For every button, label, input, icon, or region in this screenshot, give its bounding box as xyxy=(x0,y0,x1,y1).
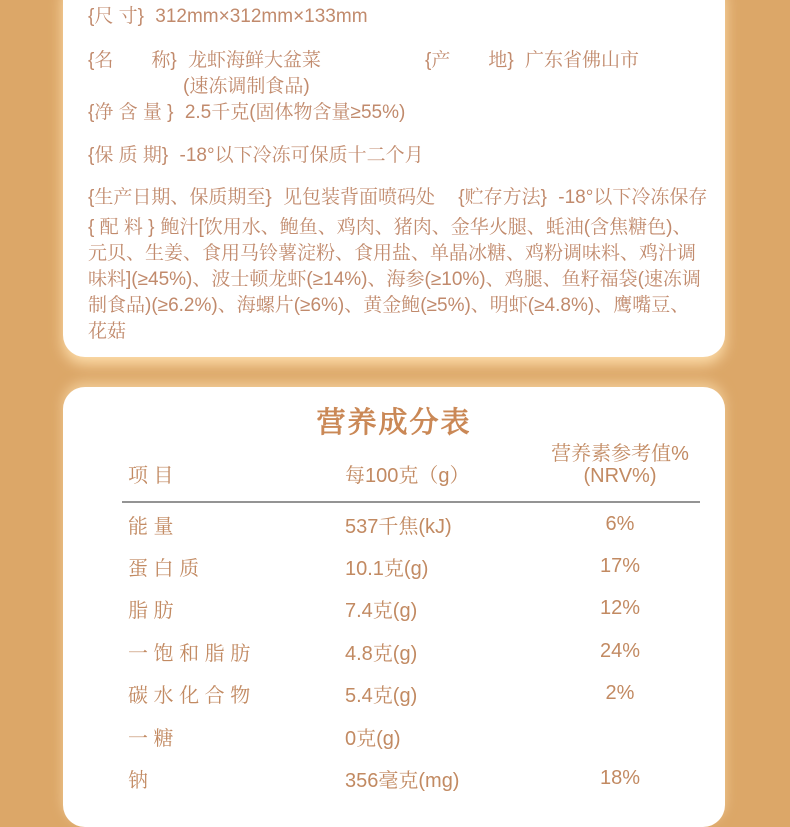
shelf-life-value: -18°以下冷冻可保质十二个月 xyxy=(179,145,424,166)
nutrition-table-header xyxy=(122,443,700,487)
product-info-card xyxy=(63,0,725,357)
nutrition-card xyxy=(63,387,725,827)
row-item: 能 量 xyxy=(128,515,174,538)
row-nrv: 12% xyxy=(599,597,641,620)
header-per100g: 每100克（g） xyxy=(345,465,470,487)
table-row-fat xyxy=(122,588,700,630)
table-row-carbohydrate xyxy=(122,673,700,715)
header-nrv xyxy=(540,443,700,487)
shelf-life-row xyxy=(88,143,701,169)
row-item: 碳 水 化 合 物 xyxy=(128,685,251,708)
header-item: 项 目 xyxy=(128,465,174,487)
name-label: {名 称} xyxy=(88,50,177,71)
origin-value: 广东省佛山市 xyxy=(524,50,639,71)
row-nrv: 17% xyxy=(599,555,641,578)
row-amount: 0克(g) xyxy=(345,727,401,750)
ingredients-row xyxy=(88,215,701,345)
row-item: 蛋 白 质 xyxy=(128,558,200,581)
row-amount: 7.4克(g) xyxy=(345,600,418,623)
row-nrv: 18% xyxy=(599,767,641,790)
row-item: 一 饱 和 脂 肪 xyxy=(128,642,251,665)
row-amount: 10.1克(g) xyxy=(345,558,429,581)
storage-label: {贮存方法} xyxy=(458,187,547,208)
row-amount: 537千焦(kJ) xyxy=(345,515,452,538)
size-label: {尺 寸} xyxy=(88,6,144,27)
header-nrv-line1: 营养素参考值% xyxy=(551,443,689,465)
row-amount: 4.8克(g) xyxy=(345,642,418,665)
storage-value: -18°以下冷冻保存 xyxy=(558,187,708,208)
table-row-saturated-fat xyxy=(122,630,700,672)
nutrition-table xyxy=(122,443,700,800)
production-date-value: 见包装背面喷码处 xyxy=(282,187,435,208)
row-item: 一 糖 xyxy=(128,727,174,750)
table-row-sugar xyxy=(122,715,700,757)
ingredients-value: 鲍汁[饮用水、鲍鱼、鸡肉、猪肉、金华火腿、蚝油(含焦糖色)、元贝、生姜、食用马铃薯淀粉、食用盐、单晶冰糖、鸡粉调味料、鸡汁调味料](≥45%)、波士顿龙虾(≥14%)、海参(≥10%)、鸡腿、鱼籽福袋(速冻调制食品)(≥6.2%)、海螺片(≥6%)、黄金鲍(≥5%)、明虾(≥4.8%)、鹰嘴豆、花菇 xyxy=(88,217,701,342)
date-storage-row xyxy=(88,185,708,211)
ingredients-label: { 配 料 } xyxy=(88,217,155,238)
origin-block xyxy=(425,48,639,100)
row-item: 脂 肪 xyxy=(128,600,174,623)
production-date-label: {生产日期、保质期至} xyxy=(88,187,272,208)
table-row-protein xyxy=(122,545,700,587)
row-nrv: 2% xyxy=(605,682,635,705)
row-item: 钠 xyxy=(128,770,148,793)
row-nrv: 6% xyxy=(605,512,635,535)
table-row-sodium xyxy=(122,757,700,799)
header-nrv-line2: (NRV%) xyxy=(583,465,657,487)
row-amount: 5.4克(g) xyxy=(345,685,418,708)
net-weight-label: {净 含 量 } xyxy=(88,102,174,123)
name-value-sub: (速冻调制食品) xyxy=(183,76,310,97)
net-weight-value: 2.5千克(固体物含量≥55%) xyxy=(184,102,406,123)
net-weight-row xyxy=(88,100,701,126)
size-value: 312mm×312mm×133mm xyxy=(155,6,368,27)
size-row xyxy=(88,4,701,30)
name-block xyxy=(88,48,425,100)
shelf-life-label: {保 质 期} xyxy=(88,145,169,166)
name-value: 龙虾海鲜大盆菜 xyxy=(187,50,321,71)
nutrition-title: 营养成分表 xyxy=(316,407,472,439)
origin-label: {产 地} xyxy=(425,50,514,71)
row-amount: 356毫克(mg) xyxy=(345,770,460,793)
row-nrv: 24% xyxy=(599,639,641,662)
table-row-energy xyxy=(122,503,700,545)
name-origin-row xyxy=(88,48,701,100)
